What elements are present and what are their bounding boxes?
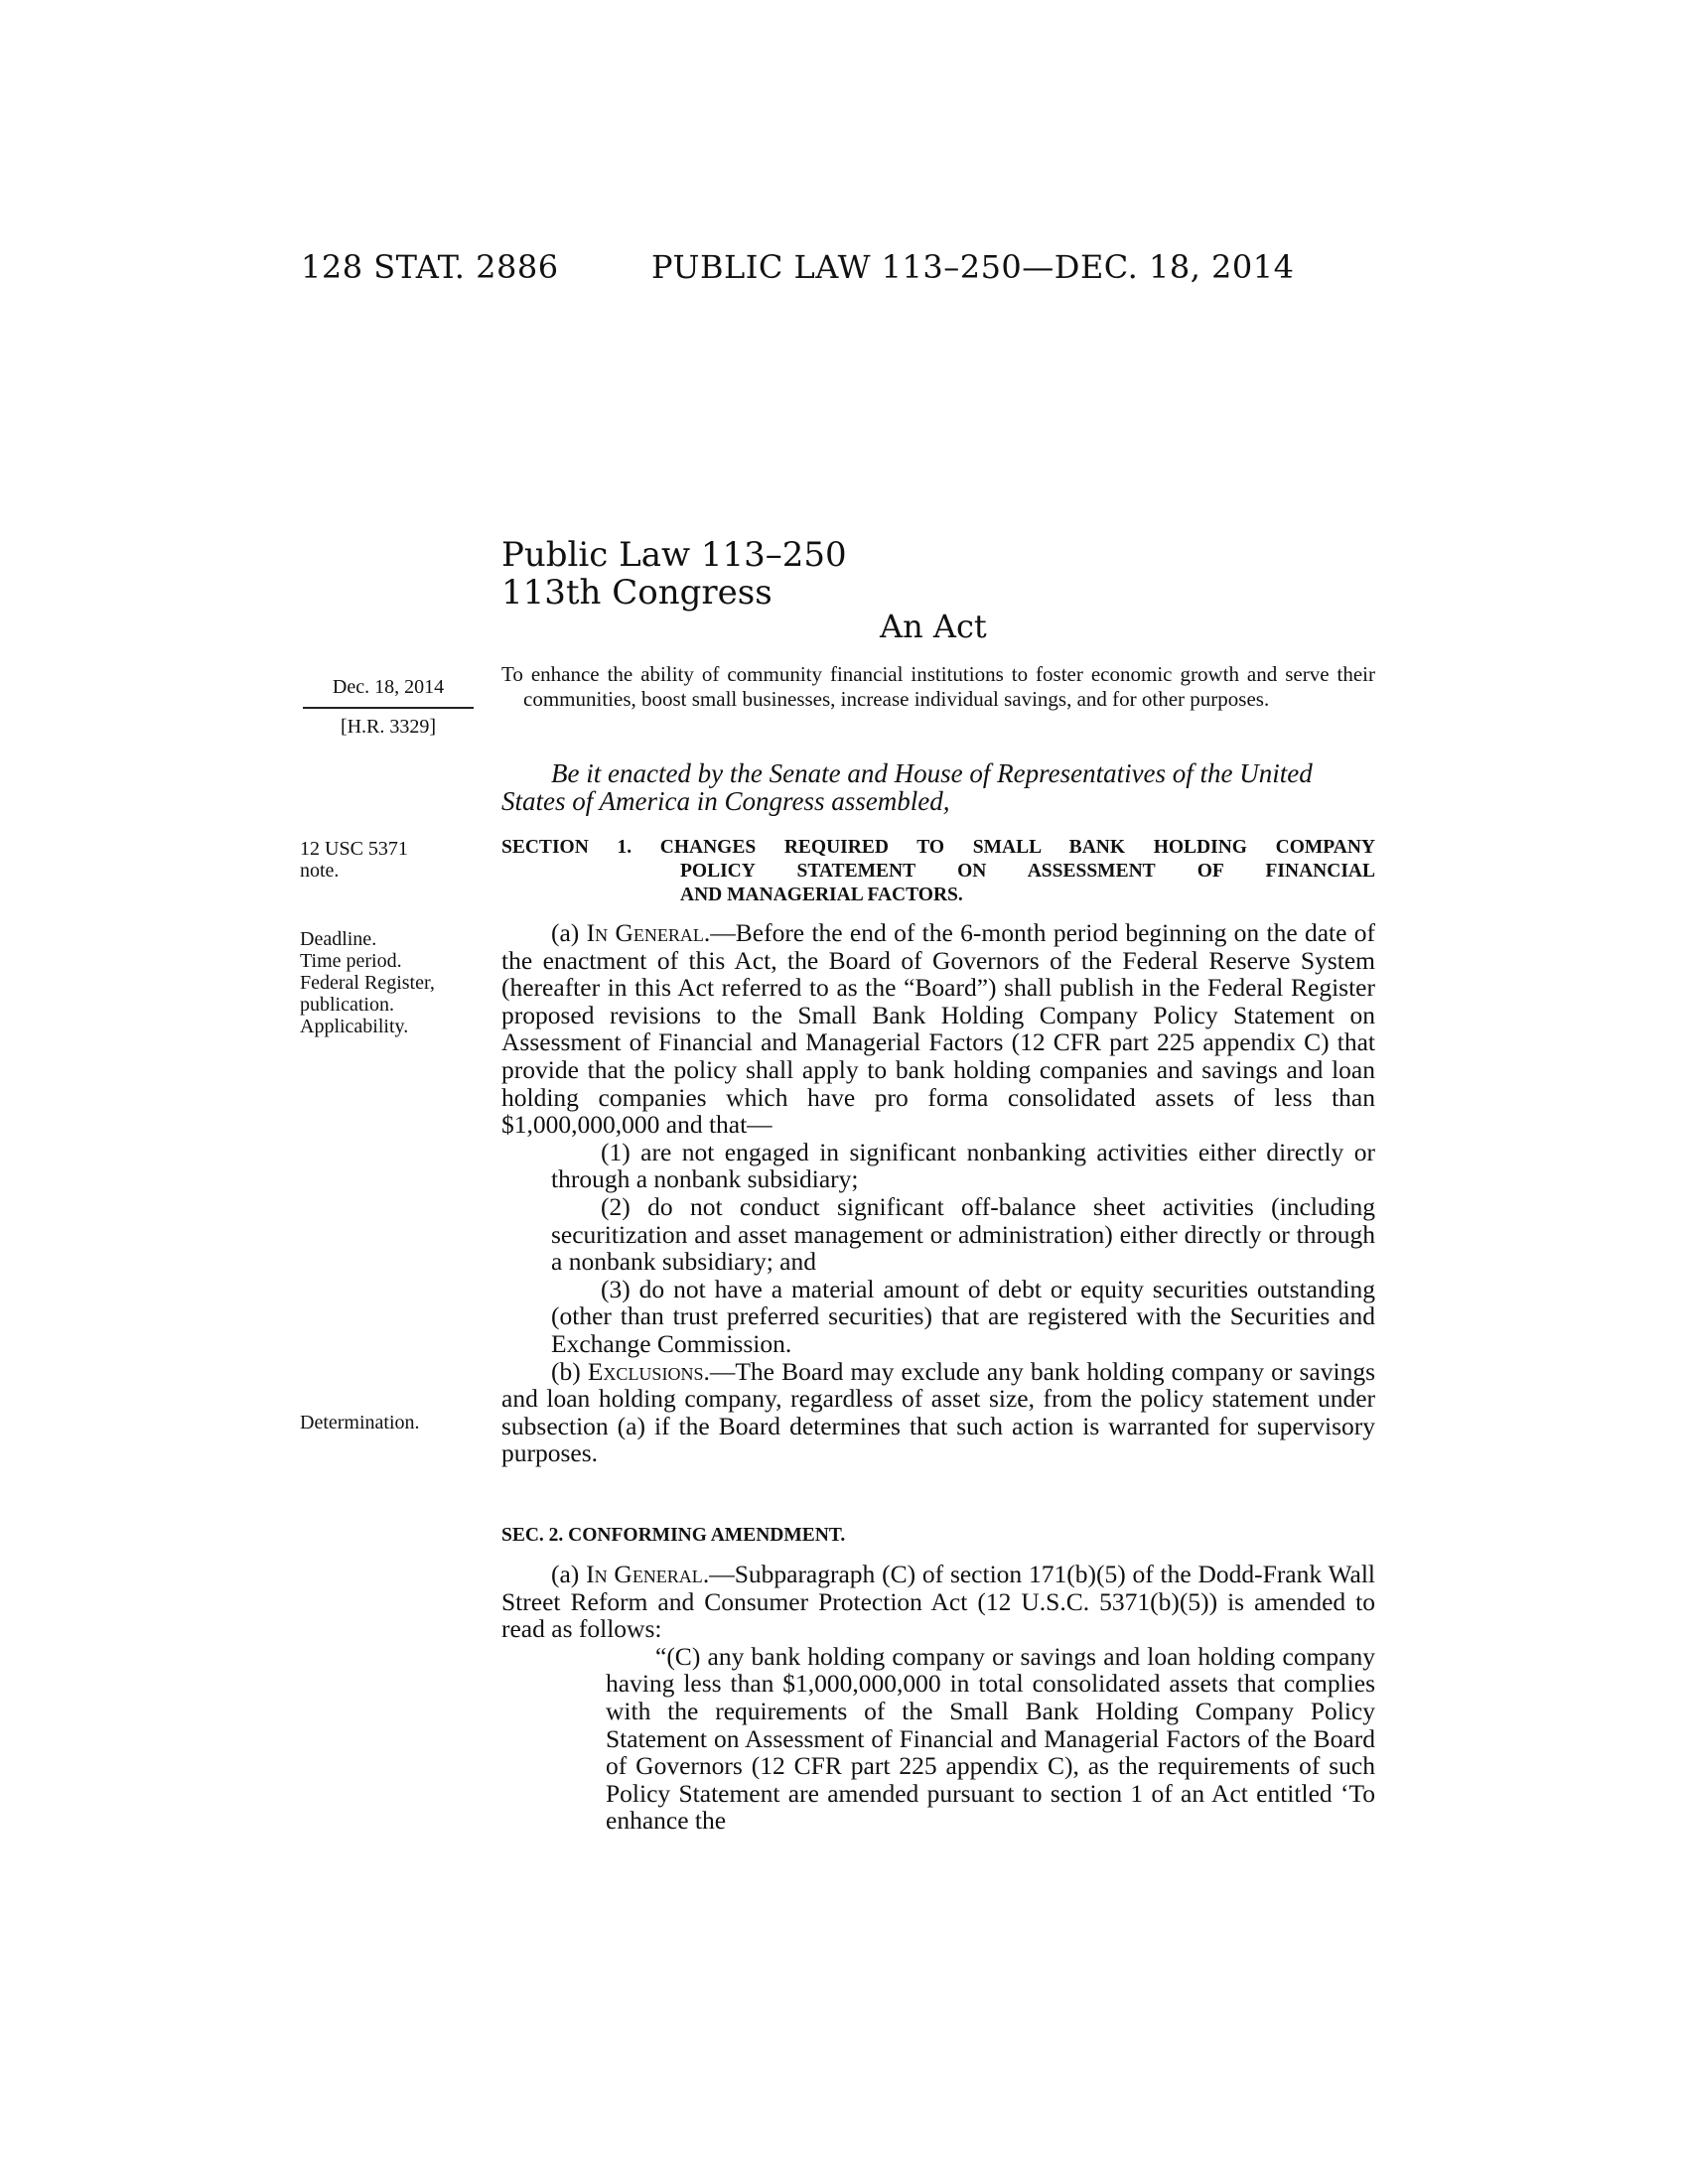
margin-note-usc: 12 USC 5371 note. <box>300 838 408 882</box>
date-divider <box>303 707 474 709</box>
subsection-a <box>501 919 1375 1139</box>
enactment-date-box <box>303 675 474 739</box>
margin-note-federal-register: Federal Register, publication. <box>300 972 435 1016</box>
subsection-b-heading: Exclusions <box>587 1356 704 1386</box>
subsection-a-text: .—Before the end of the 6-month period beginning on the date of the enactment of this Act, the Board of Governors of the Federal Reserve System (hereafter in this Act referred to as the “Board”) shall publish in the Federal Register proposed revisions to the Small Bank Holding Company Policy Statement on Assessment of Financial and Managerial Factors (12 CFR part 225 appendix C) that provide that the policy shall apply to bank holding companies and savings and loan holding companies which have pro forma consolidated assets of less than $1,000,000,000 and that— <box>501 918 1375 1140</box>
enacting-clause-text: Be it enacted by the Senate and House of Representatives of the United States of America in Congress assembled, <box>501 758 1313 816</box>
quoted-amendment: “(C) any bank holding company or savings and loan holding company having less than $1,000,000,000 in total consolidated assets that complies with the requirements of the Small Bank Holding Company Policy Statement on Assessment of Financial and Managerial Factors of the Board of Governors (12 CFR part 225 appendix C), as the requirements of such Policy Statement are amended pursuant to section 1 of an Act entitled ‘To enhance the <box>606 1641 1375 1836</box>
section1-heading-line2: POLICY STATEMENT ON ASSESSMENT OF FINANCIAL <box>680 861 1375 882</box>
margin-note-applicability: Applicability. <box>300 1016 409 1037</box>
bill-number: [H.R. 3329] <box>340 716 437 738</box>
enactment-date: Dec. 18, 2014 <box>332 676 445 698</box>
subsection-b-label: (b) <box>551 1356 588 1386</box>
purpose-text <box>501 662 1375 712</box>
section1-body <box>501 919 1375 1467</box>
subsection-b <box>501 1358 1375 1467</box>
purpose-paragraph: To enhance the ability of community financial institutions to foster economic growth and serve their communities, boost small businesses, increase individual savings, and for other purposes. <box>501 662 1375 711</box>
paragraph-1: (1) are not engaged in significant nonbanking activities either directly or through a nonbank subsidiary; <box>551 1137 1375 1194</box>
margin-notes-section1 <box>300 928 479 1037</box>
margin-note-determination: Determination. <box>300 1412 420 1433</box>
margin-note-deadline: Deadline. <box>300 928 377 950</box>
stat-page-number: 128 STAT. 2886 <box>301 248 559 286</box>
section2-a-heading: In General <box>586 1560 703 1588</box>
title-block <box>501 536 847 612</box>
section1-heading <box>501 836 1375 907</box>
act-heading: An Act <box>880 608 987 645</box>
section2-a-text: .—Subparagraph (C) of section 171(b)(5) of the Dodd-Frank Wall Street Reform and Consumer Protection Act (12 U.S.C. 5371(b)(5)) is amended to read as follows: <box>501 1560 1375 1644</box>
running-header: PUBLIC LAW 113–250—DEC. 18, 2014 <box>651 248 1295 286</box>
subsection-a-label: (a) <box>551 918 587 947</box>
enacting-clause <box>501 759 1375 815</box>
section1-heading-line3: AND MANAGERIAL FACTORS. <box>680 885 963 905</box>
congress: 113th Congress <box>501 573 773 613</box>
paragraph-3: (3) do not have a material amount of debt or equity securities outstanding (other than trust preferred securities) that are registered with the Securities and Exchange Commission. <box>551 1274 1375 1358</box>
section2-heading: SEC. 2. CONFORMING AMENDMENT. <box>501 1525 846 1546</box>
law-number: Public Law 113–250 <box>501 535 847 575</box>
margin-note-time-period: Time period. <box>300 950 402 972</box>
section1-heading-line1: SECTION 1. CHANGES REQUIRED TO SMALL BANK HOLDING COMPANY <box>501 837 1375 858</box>
paragraph-2: (2) do not conduct significant off-balance sheet activities (including securitization and asset management or administration) either directly or through a nonbank subsidiary; and <box>551 1191 1375 1277</box>
subsection-b-text: .—The Board may exclude any bank holding company or savings and loan holding company, regardless of asset size, from the policy statement under subsection (a) if the Board determines that such action is warranted for supervisory purposes. <box>501 1356 1375 1468</box>
subsection-a-heading: In General <box>586 918 704 947</box>
section2-a-label: (a) <box>551 1560 587 1588</box>
section2-subsection-a <box>501 1561 1375 1643</box>
section2-body <box>501 1561 1375 1835</box>
